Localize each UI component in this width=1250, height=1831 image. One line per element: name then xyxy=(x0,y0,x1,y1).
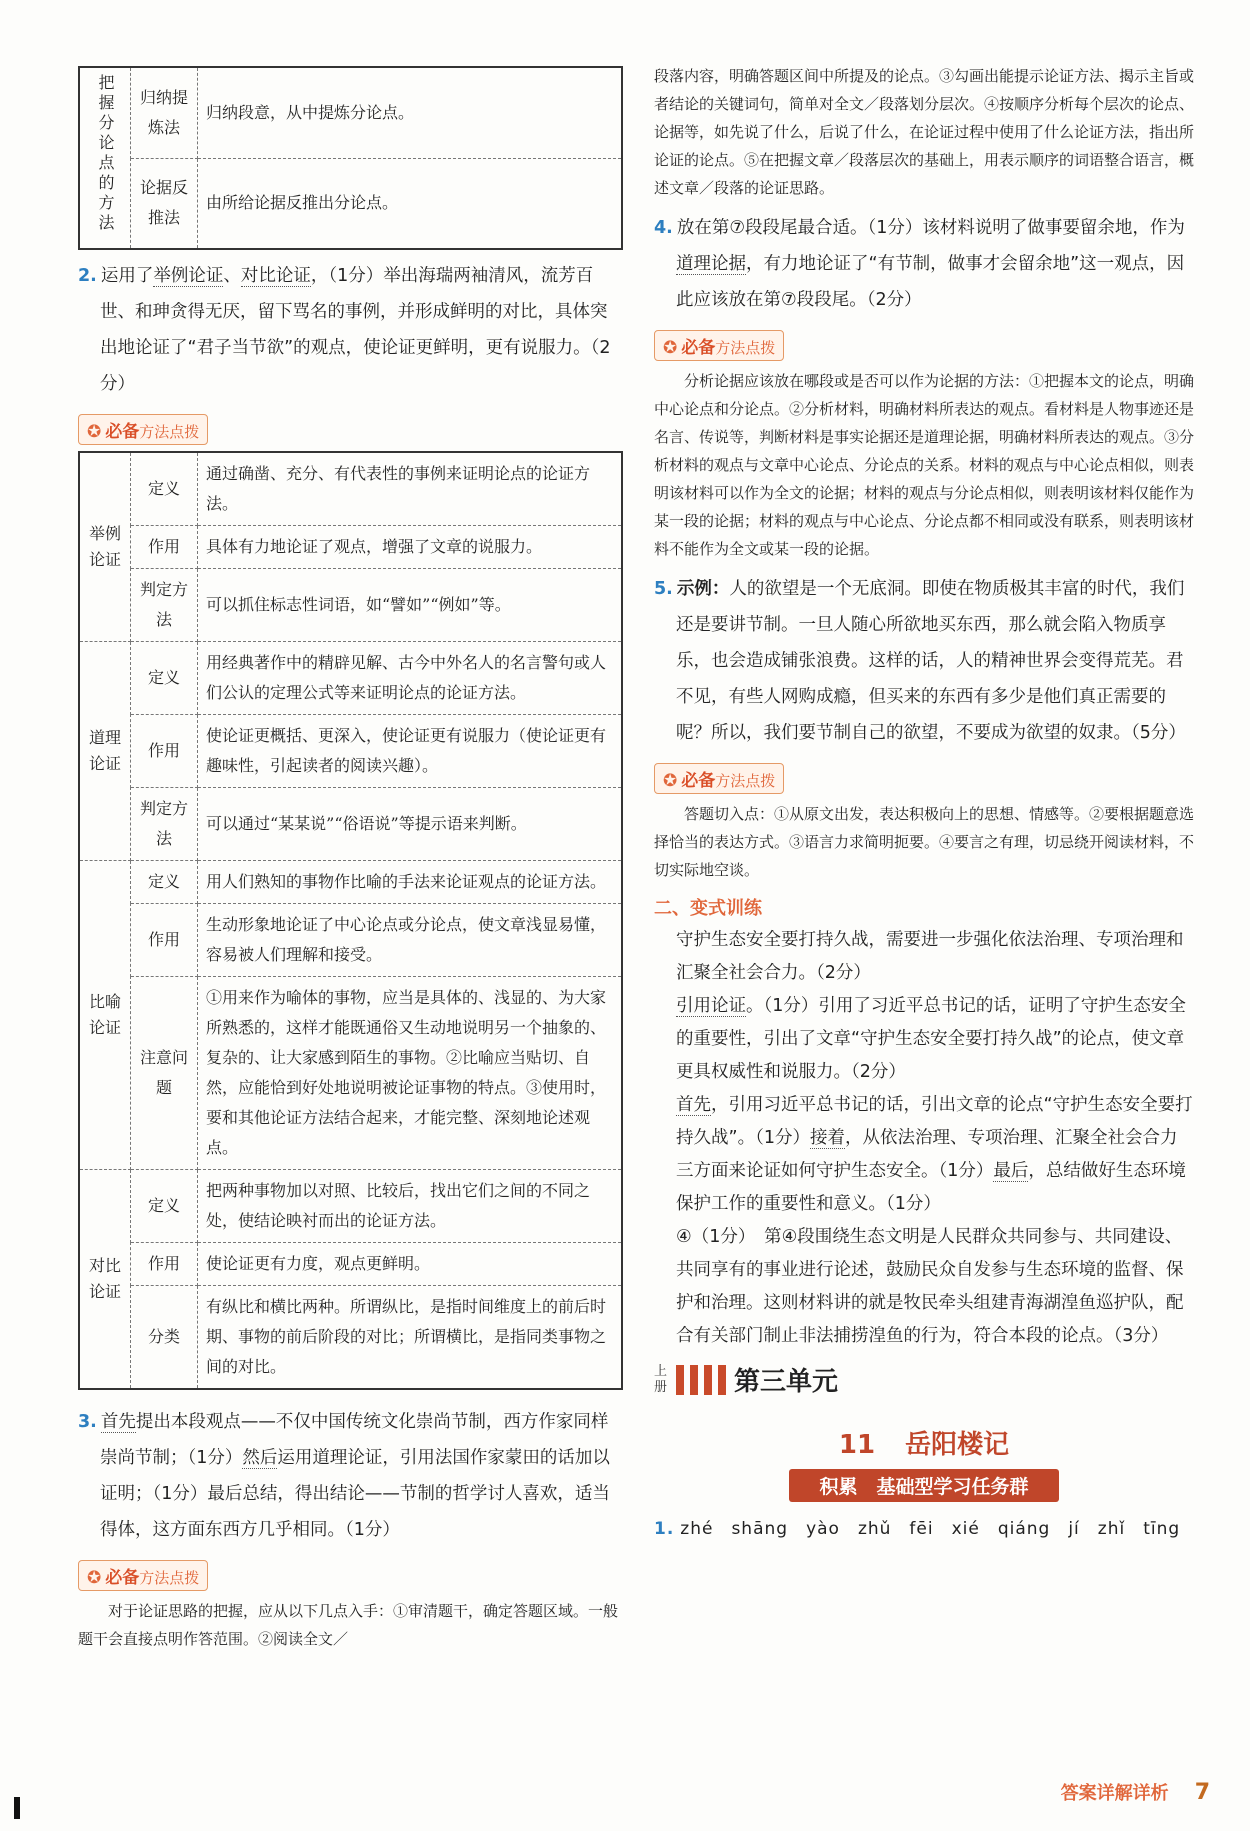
answer-4: 4. 放在第⑦段段尾最合适。（1分）该材料说明了做事要留余地，作为道理论据，有力地论证了“有节制，做事才会留余地”这一观点，因此应该放在第⑦段段尾。（2分） xyxy=(654,218,1185,310)
method-value: 用人们熟知的事物作比喻的手法来论证观点的论证方法。 xyxy=(198,861,623,904)
method-category: 对比论证 xyxy=(79,1170,131,1390)
method-value: 生动形象地论证了中心论点或分论点，使文章浅显易懂，容易被人们理解和接受。 xyxy=(198,904,623,977)
answer-3: 3. 首先提出本段观点——不仅中国传统文化崇尚节制，西方作家同样崇尚节制；（1分）然后运用道理论证，引用法国作家蒙田的话加以证明；（1分）最后总结，得出结论——节制的哲学讨人喜欢，适当得体，这方面东西方几乎相同。（1分） xyxy=(78,1412,610,1540)
corner-mark xyxy=(14,1797,20,1819)
method-key: 作用 xyxy=(131,526,198,569)
left-column xyxy=(78,66,623,1653)
section-heading: 二、变式训练 xyxy=(654,898,762,919)
method-category: 道理论证 xyxy=(79,642,131,861)
table-method: 论据反推法 xyxy=(131,158,198,249)
method-key: 定义 xyxy=(131,861,198,904)
method-key: 分类 xyxy=(131,1286,198,1390)
variant-answer-1: 守护生态安全要打持久战，需要进一步强化依法治理、专项治理和汇聚全社会合力。（2分） xyxy=(676,930,1184,983)
tip-label: ✪ 必备方法点拨 xyxy=(654,763,784,794)
tip-label: ✪ 必备方法点拨 xyxy=(78,414,208,445)
variant-answer-4: ④（1分） 第④段围绕生态文明是人民群众共同参与、共同建设、共同享有的事业进行论述，鼓励民众自发参与生态环境的监督、保护和治理。这则材料讲的就是牧民牵头组建青海湖湟鱼巡护队，配合有关部门制止非法捕捞湟鱼的行为，符合本段的论点。（3分） xyxy=(676,1227,1184,1346)
method-value: ①用来作为喻体的事物，应当是具体的、浅显的、为大家所熟悉的，这样才能既通俗又生动地说明另一个抽象的、复杂的、让大家感到陌生的事物。②比喻应当贴切、自然，应能恰到好处地说明被论证事物的特点。③使用时，要和其他论证方法结合起来，才能完整、深刻地论述观点。 xyxy=(198,977,623,1170)
footer xyxy=(1061,1779,1210,1805)
unit-title: 第三单元 xyxy=(734,1367,839,1397)
answer-5: 5. 示例：人的欲望是一个无底洞。即使在物质极其丰富的时代，我们还是要讲节制。一旦人随心所欲地买东西，那么就会陷入物质享乐，也会造成铺张浪费。这样的话，人的精神世界会变得荒芜。君不见，有些人网购成瘾，但买来的东西有多少是他们真正需要的呢？所以，我们要节制自己的欲望，不要成为欲望的奴隶。（5分） xyxy=(654,579,1186,743)
method-value: 使论证更有力度，观点更鲜明。 xyxy=(198,1243,623,1286)
variant-answer-2: 引用论证。（1分）引用了习近平总书记的话，证明了守护生态安全的重要性，引出了文章“守护生态安全要打持久战”的论点，使文章更具权威性和说服力。（2分） xyxy=(676,996,1186,1082)
method-key: 作用 xyxy=(131,715,198,788)
tip-text-3: 对于论证思路的把握，应从以下几点入手：①审清题干，确定答题区域。一般题干会直接点明作答范围。②阅读全文／ xyxy=(78,1602,619,1648)
method-key: 定义 xyxy=(131,1170,198,1243)
method-value: 用经典著作中的精辟见解、古今中外名人的名言警句或人们公认的定理公式等来证明论点的论证方法。 xyxy=(198,642,623,715)
method-key: 判定方法 xyxy=(131,788,198,861)
method-value: 有纵比和横比两种。所谓纵比，是指时间维度上的前后时期、事物的前后阶段的对比；所谓横比，是指同类事物之间的对比。 xyxy=(198,1286,623,1390)
answer-2: 2. 运用了举例论证、对比论证，（1分）举出海瑞两袖清风，流芳百世、和珅贪得无厌，留下骂名的事例，并形成鲜明的对比，具体突出地论证了“君子当节欲”的观点，使论证更鲜明，更有说服力。（2分） xyxy=(78,266,611,394)
method-key: 判定方法 xyxy=(131,569,198,642)
task-banner: 积累 基础型学习任务群 xyxy=(789,1469,1059,1502)
method-key: 作用 xyxy=(131,904,198,977)
method-category: 举例论证 xyxy=(79,452,131,642)
lesson-title: 11 岳阳楼记 xyxy=(838,1430,1010,1460)
variant-answer-3: 首先，引用习近平总书记的话，引出文章的论点“守护生态安全要打持久战”。（1分）接着，从依法治理、专项治理、汇聚全社会合力三方面来论证如何守护生态安全。（1分）最后，总结做好生态环境保护工作的重要性和意义。（1分） xyxy=(676,1095,1193,1214)
method-value: 通过确凿、充分、有代表性的事例来证明论点的论证方法。 xyxy=(198,452,623,526)
tip-label: ✪ 必备方法点拨 xyxy=(78,1560,208,1591)
tip-text-4: 分析论据应该放在哪段或是否可以作为论据的方法：①把握本文的论点，明确中心论点和分论点。②分析材料，明确材料所表达的观点。看材料是人物事迹还是名言、传说等，判断材料是事实论据还是道理论据，明确材料所表达的观点。③分析材料的观点与文章中心论点、分论点的关系。材料的观点与中心论点相似，则表明该材料可以作为全文的论据；材料的观点与分论点相似，则表明该材料仅能作为某一段的论据；材料的观点与中心论点、分论点都不相同或没有联系，则表明该材料不能作为全文或某一段的论据。 xyxy=(654,372,1195,558)
table-category: 把握分论点的方法 xyxy=(79,67,131,249)
tip-continuation: 段落内容，明确答题区间中所提及的论点。③勾画出能提示论证方法、揭示主旨或者结论的关键词句，简单对全文／段落划分层次。④按顺序分析每个层次的论点、论据等，如先说了什么，后说了什么，在论证过程中使用了什么论证方法，指出所论证的论点。⑤在把握文章／段落层次的基础上，用表示顺序的词语整合语言，概述文章／段落的论证思路。 xyxy=(654,67,1195,197)
method-value: 具体有力地论证了观点，增强了文章的说服力。 xyxy=(198,526,623,569)
argument-methods-table xyxy=(78,451,623,1390)
method-key: 定义 xyxy=(131,642,198,715)
tip-text-5: 答题切入点：①从原文出发，表达积极向上的思想、情感等。②要根据题意选择恰当的表达方式。③语言力求简明扼要。④要言之有理，切忌绕开阅读材料，不切实际地空谈。 xyxy=(654,805,1195,879)
unit-side: 上册 xyxy=(654,1363,668,1395)
page-number: 7 xyxy=(1194,1779,1210,1805)
method-value: 可以抓住标志性词语，如“譬如”“例如”等。 xyxy=(198,569,623,642)
unit-header xyxy=(654,1361,1194,1398)
tip-label: ✪ 必备方法点拨 xyxy=(654,330,784,361)
pinyin-answer: 1. zhé shāng yào zhǔ fēi xié qiáng jí zhǐ tīng xyxy=(654,1519,1181,1539)
footer-label: 答案详解详析 xyxy=(1060,1783,1169,1804)
right-column xyxy=(654,62,1194,1539)
method-value: 把两种事物加以对照、比较后，找出它们之间的不同之处，使结论映衬而出的论证方法。 xyxy=(198,1170,623,1243)
method-category: 比喻论证 xyxy=(79,861,131,1170)
method-value: 使论证更概括、更深入，使论证更有说服力（使论证更有趣味性，引起读者的阅读兴趣）。 xyxy=(198,715,623,788)
method-key: 定义 xyxy=(131,452,198,526)
method-value: 可以通过“某某说”“俗语说”等提示语来判断。 xyxy=(198,788,623,861)
unit-bars-icon xyxy=(676,1365,726,1395)
table-method: 归纳提炼法 xyxy=(131,67,198,158)
method-key: 注意问题 xyxy=(131,977,198,1170)
top-method-table xyxy=(78,66,623,250)
table-desc: 归纳段意，从中提炼分论点。 xyxy=(198,67,623,158)
method-key: 作用 xyxy=(131,1243,198,1286)
table-desc: 由所给论据反推出分论点。 xyxy=(198,158,623,249)
